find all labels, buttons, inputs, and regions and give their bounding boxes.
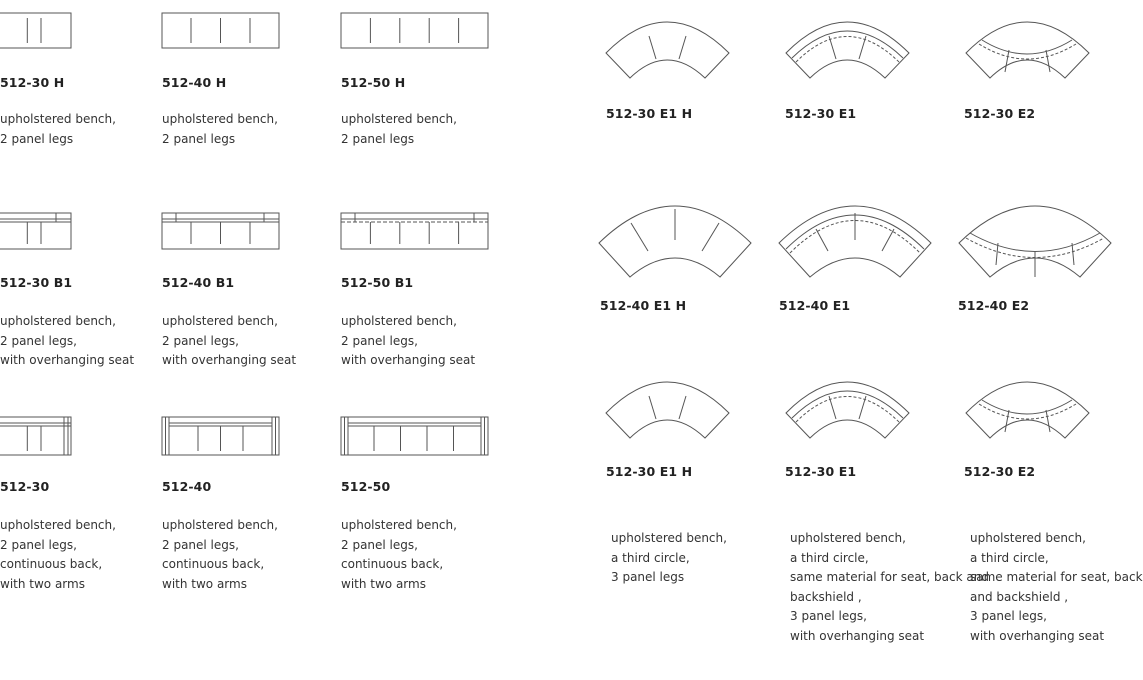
product-code: 512-50 B1 [341, 275, 414, 290]
product-code: 512-30 E1 [785, 106, 857, 121]
product-code: 512-30 B1 [0, 275, 73, 290]
curved-description-1: upholstered bench, a third circle, 3 panel legs [611, 531, 727, 584]
product-code: 512-30 [0, 479, 50, 494]
product-description: upholstered bench, 2 panel legs, continuous back, with two arms [341, 518, 457, 591]
product-code: 512-50 [341, 479, 391, 494]
bench-512-50-b1-drawing [341, 200, 491, 260]
bench-512-50-h-drawing [341, 0, 491, 60]
curved-description-2: upholstered bench, a third circle, same material for seat, back and backshield , 3 panel legs, with overhanging seat [790, 531, 989, 643]
product-description: upholstered bench, 2 panel legs, continuous back, with two arms [162, 518, 278, 591]
product-code: 512-40 [162, 479, 212, 494]
curved-bench-512-40-e2-drawing [956, 195, 1116, 295]
product-description: upholstered bench, 2 panel legs, with overhanging seat [0, 314, 135, 367]
bench-512-30-h-drawing [0, 0, 80, 60]
product-code: 512-30 E2 [964, 464, 1036, 479]
product-code: 512-40 E1 [779, 298, 851, 313]
product-description: upholstered bench, 2 panel legs [341, 112, 457, 146]
product-code: 512-30 E1 H [606, 106, 693, 121]
product-code: 512-40 E1 H [600, 298, 687, 313]
product-code: 512-30 E1 H [606, 464, 693, 479]
curved-bench-512-30-e2-drawing [960, 0, 1100, 100]
product-code: 512-40 H [162, 75, 227, 90]
product-code: 512-30 E2 [964, 106, 1036, 121]
product-description: upholstered bench, 2 panel legs [162, 112, 278, 146]
curved-bench-512-40-e1-drawing [776, 195, 936, 295]
product-description: upholstered bench, 2 panel legs, with overhanging seat [341, 314, 476, 367]
product-description: upholstered bench, 2 panel legs, with overhanging seat [162, 314, 297, 367]
product-code: 512-30 H [0, 75, 65, 90]
curved-bench-512-30-e1-drawing [780, 360, 920, 460]
product-description: upholstered bench, 2 panel legs, continuous back, with two arms [0, 518, 116, 591]
product-code: 512-40 B1 [162, 275, 235, 290]
bench-512-40-h-drawing [162, 0, 282, 60]
curved-bench-512-30-e2-drawing [960, 360, 1100, 460]
product-code: 512-30 E1 [785, 464, 857, 479]
bench-512-50-drawing [341, 404, 491, 464]
product-code: 512-50 H [341, 75, 406, 90]
curved-bench-512-30-e1-h-drawing [600, 0, 740, 100]
bench-512-40-drawing [162, 404, 282, 464]
curved-bench-512-40-e1-h-drawing [596, 195, 756, 295]
product-description: upholstered bench, 2 panel legs [0, 112, 116, 146]
product-code: 512-40 E2 [958, 298, 1030, 313]
curved-description-3: upholstered bench, a third circle, same material for seat, back and backshield , 3 panel legs, with overhanging seat [970, 531, 1143, 643]
curved-bench-512-30-e1-drawing [780, 0, 920, 100]
bench-512-40-b1-drawing [162, 200, 282, 260]
bench-512-30-b1-drawing [0, 200, 80, 260]
bench-512-30-drawing [0, 404, 80, 464]
curved-bench-512-30-e1-h-drawing [600, 360, 740, 460]
